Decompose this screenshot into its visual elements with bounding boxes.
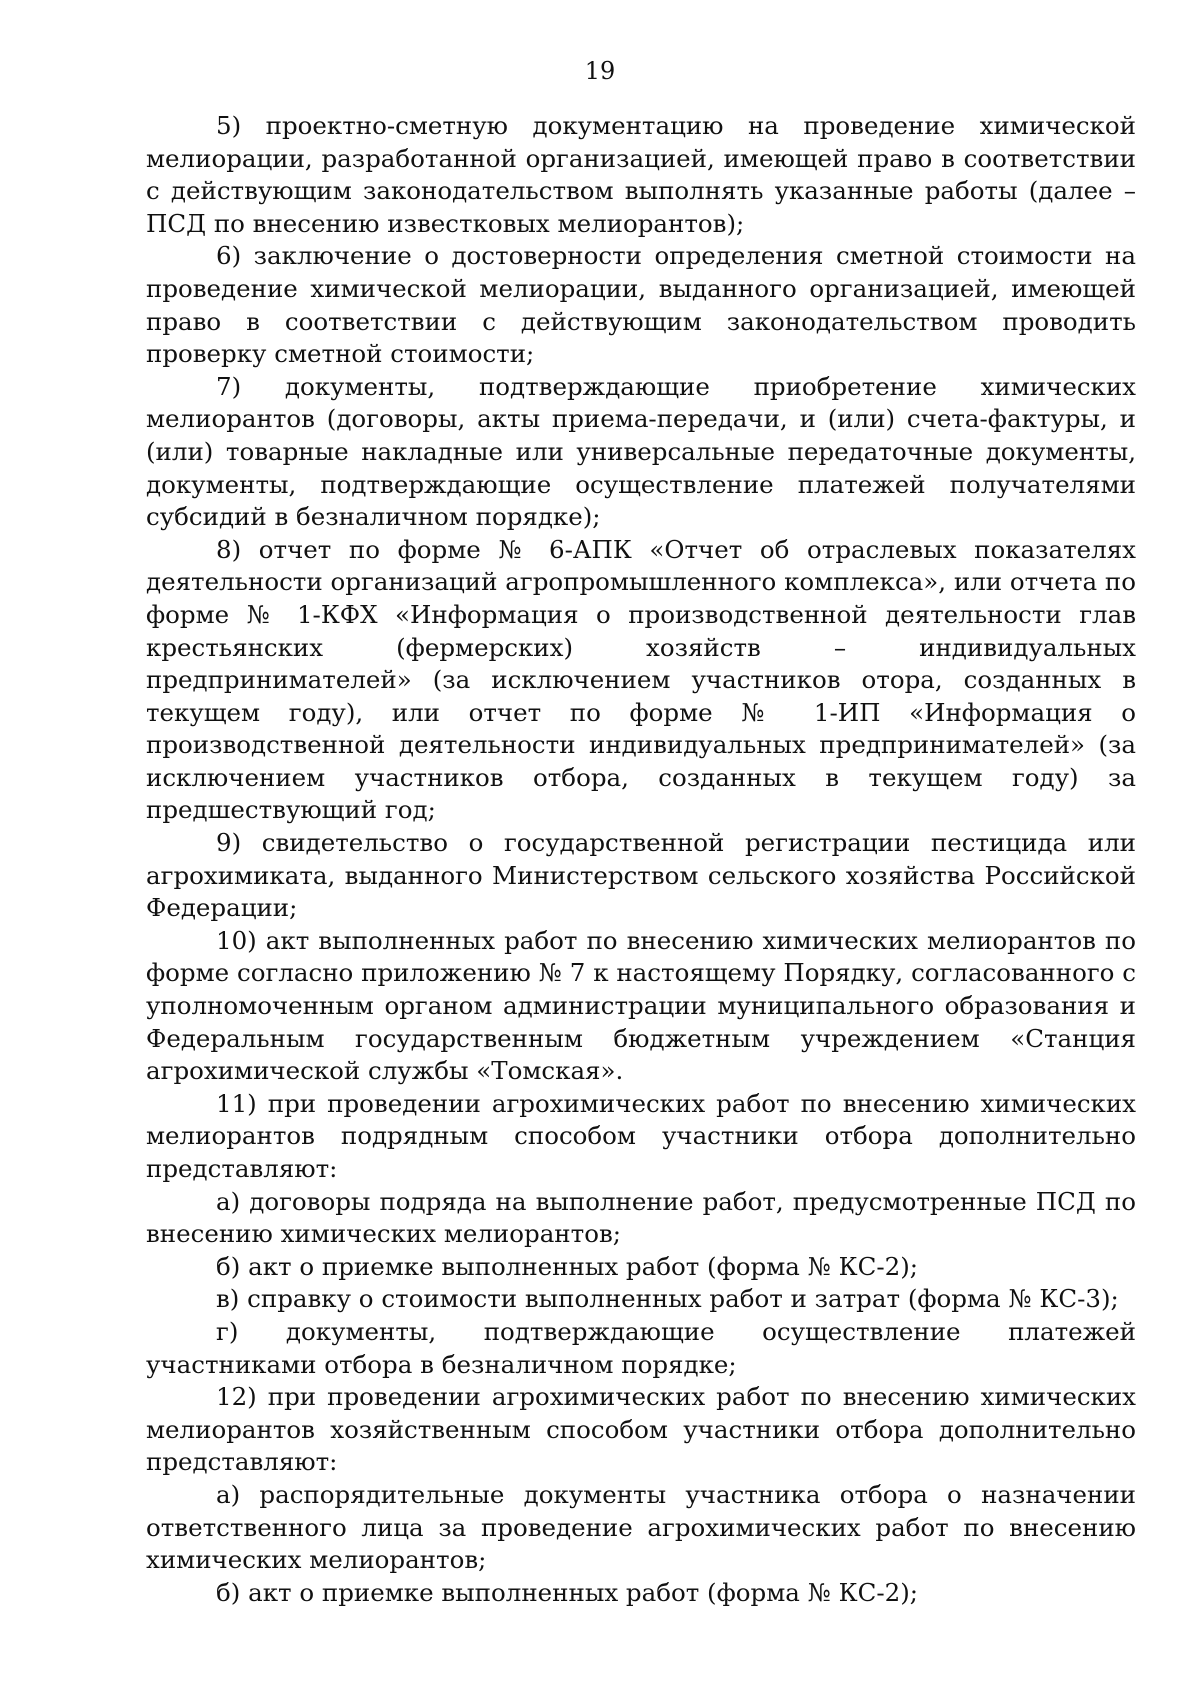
paragraph-item-11: 11) при проведении агрохимических работ по внесению химических мелиорантов подрядным способом участники отбора дополнительно представляют: bbox=[146, 1088, 1136, 1183]
paragraph-item-12a: а) распорядительные документы участника отбора о назначении ответственного лица за проведение агрохимических работ по внесению химических мелиорантов; bbox=[146, 1479, 1136, 1575]
paragraph-item-8: 8) отчет по форме № 6-АПК «Отчет об отраслевых показателях деятельности организаций агропромышленного комплекса», или отчета по форме № 1-КФХ «Информация о производственной деятельности глав крестьянских (фермерских) хозяйств – индивидуальных предпринимателей» (за исключением участников отора, созданных в текущем году), или отчет по форме № 1-ИП «Информация о производственной деятельности индивидуальных предпринимателей» (за исключением участников отбора, созданных в текущем году) за предшествующий год; bbox=[146, 534, 1136, 825]
paragraph-item-11b: б) акт о приемке выполненных работ (форма № КС-2); bbox=[216, 1251, 919, 1281]
paragraph-item-11g: г) документы, подтверждающие осуществление платежей участниками отбора в безналичном порядке; bbox=[146, 1316, 1136, 1379]
paragraph-item-6: 6) заключение о достоверности определения сметной стоимости на проведение химической мелиорации, выданного организацией, имеющей право в соответствии с действующим законодательством проводить проверку сметной стоимости; bbox=[146, 241, 1136, 369]
paragraph-item-7: 7) документы, подтверждающие приобретение химических мелиорантов (договоры, акты приема-передачи, и (или) счета-фактуры, и (или) товарные накладные или универсальные передаточные документы, документы, подтверждающие осуществление платежей получателями субсидий в безналичном порядке); bbox=[146, 371, 1136, 532]
paragraph-item-5: 5) проектно-сметную документацию на проведение химической мелиорации, разработанной организацией, имеющей право в соответствии с действующим законодательством выполнять указанные работы (далее – ПСД по внесению известковых мелиорантов); bbox=[146, 111, 1136, 238]
paragraph-item-12: 12) при проведении агрохимических работ по внесению химических мелиорантов хозяйственным способом участники отбора дополнительно представляют: bbox=[146, 1382, 1136, 1477]
paragraph-item-11a: а) договоры подряда на выполнение работ, предусмотренные ПСД по внесению химических мелиорантов; bbox=[146, 1186, 1136, 1249]
document-body bbox=[146, 110, 1136, 1609]
paragraph-item-9: 9) свидетельство о государственной регистрации пестицида или агрохимиката, выданного Министерством сельского хозяйства Российской Федерации; bbox=[146, 828, 1136, 923]
paragraph-item-12b: б) акт о приемке выполненных работ (форма № КС-2); bbox=[216, 1577, 919, 1607]
paragraph-item-11v: в) справку о стоимости выполненных работ и затрат (форма № КС-3); bbox=[216, 1284, 1119, 1314]
page-number: 19 bbox=[584, 57, 616, 85]
paragraph-item-10: 10) акт выполненных работ по внесению химических мелиорантов по форме согласно приложению № 7 к настоящему Порядку, согласованного с уполномоченным органом администрации муниципального образования и Федеральным государственным бюджетным учреждением «Станция агрохимической службы «Томская». bbox=[146, 925, 1136, 1086]
